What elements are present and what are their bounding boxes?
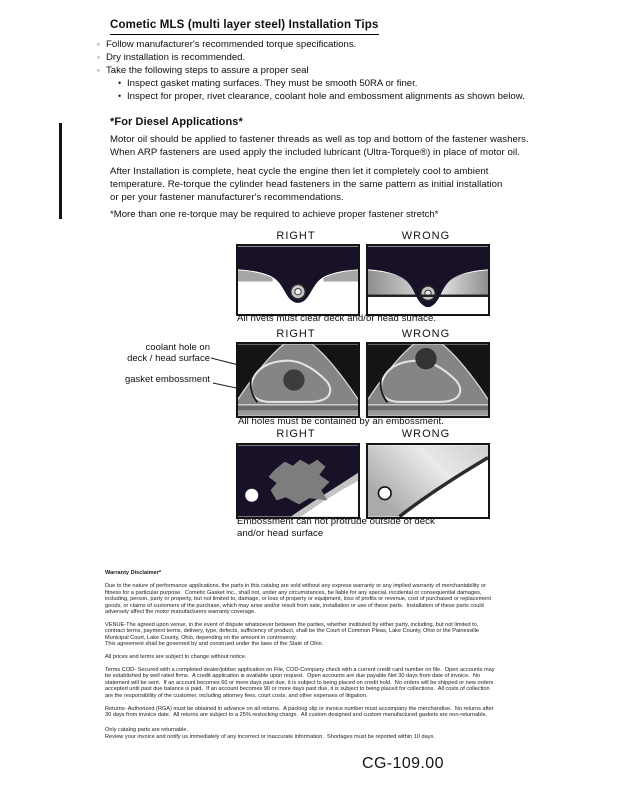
- page-title: Cometic MLS (multi layer steel) Installation Tips: [110, 19, 379, 35]
- paragraph-heat-cycle: After Installation is complete, heat cycle the engine then let it completely cool to ambient temperature. Re-torque the cylinder head fasteners in the same pattern as initial installation or per your fastener manufacturer's recommendations.: [110, 166, 503, 203]
- tip-item: [97, 38, 525, 51]
- diagram-embossment-wrong-panel: [366, 342, 490, 418]
- circle-bullet-icon: ◦: [97, 65, 101, 75]
- tip-sub-item: [118, 90, 525, 103]
- row1-caption: All rivets must clear deck and/or head surface.: [237, 313, 437, 324]
- warranty-paragraph: Due to the nature of performance applications, the parts in this catalog are sold without any express warranty or any implied warranty of merchantability or fitness for a particular purpose. Cometic Gasket Inc., shall not, under any circumstances, be liable for any special, incidental or consequential damages, including, person, party or property, but not limited to, damage, or loss of property or equipment, loss of profits or revenue, cost of purchased or replacement goods, or claims of customers of the purchase, which may arise and/or result from sale, installation or use of these parts. Installation of these parts could adversely affect the motor manufacturers warranty coverage.: [105, 583, 492, 616]
- row3-wrong-label: WRONG: [401, 428, 451, 440]
- tip-sub-item: [118, 77, 525, 90]
- row2-caption: All holes must be contained by an embossment.: [238, 416, 444, 427]
- paragraph-motor-oil: Motor oil should be applied to fastener threads as well as top and bottom of the fastener washers. When ARP fasteners are used apply the included lubricant (Ultra-Torque®) in place of motor oil.: [110, 134, 529, 158]
- catalog-returns-paragraph: Only catalog parts are returnable. Review your invoice and notify us immediately of any incorrect or inaccurate information. Shortages must be reported within 10 days.: [105, 727, 435, 740]
- row3-right-label: RIGHT: [276, 428, 316, 440]
- tip-item: [97, 64, 525, 77]
- diagram-rivet-wrong-panel: [366, 244, 490, 316]
- diagram-embossment-right-panel: [236, 342, 360, 418]
- warranty-disclaimer-heading: Warranty Disclaimer*: [105, 570, 162, 576]
- returns-paragraph: Returns- Authorized (RGA) must be obtained in advance on all returns. A packing slip or invoice number must accompany the merchandise. No returns after 30 days from invoice date. All returns are subject to a 25% restocking charge. All custom designed and custom manufactured gaskets are non-returnable.: [105, 705, 494, 718]
- prices-line: All prices and terms are subject to change without notice.: [105, 654, 247, 661]
- venue-paragraph: VENUE-The agreed upon venue, in the event of dispute whatsoever between the parties, whether instituted by either party, including, but not limited to, contract terms, payment terms, delivery, type, defects, sufficiency of product, shall be the Court of Common Pleas, Lake County, Ohio or the Painesville Municipal Court, Lake County, Ohio, depending on the amount in controversy. This agreement shall be governed by and construed under the laws of the State of Ohio.: [105, 621, 480, 648]
- tip-item: [97, 51, 525, 64]
- coolant-hole-label: coolant hole on deck / head surface: [127, 342, 210, 364]
- tip-text: Dry installation is recommended.: [106, 52, 246, 63]
- page-code: CG-109.00: [362, 755, 444, 772]
- dot-bullet-icon: •: [118, 91, 122, 101]
- margin-revision-bar: [59, 123, 62, 219]
- diagram-protrusion-right-panel: [236, 443, 360, 519]
- row2-wrong-label: WRONG: [401, 328, 451, 340]
- gasket-embossment-label: gasket embossment: [124, 374, 210, 385]
- installation-tips-list: [97, 38, 525, 103]
- terms-paragraph: Terms COD- Secured with a completed dealer/jobber application on File, COD-Company check with a current credit card number on file. Open accounts may be established by well rated firms. A credit application is available upon request. Open accounts are due payable Net 30 days from date of invoice. No statement will be sent. If an account becomes 60 or more days past due, it is subject to being placed on credit hold. No orders will be shipped or new orders accepted until past due balance is paid. If an account becomes 90 or more days past due, it is subject to being placed for collections. All costs of collection are the responsibility of the customer, including attorney fees, court costs, and other expenses of litigation.: [105, 666, 495, 699]
- row1-right-label: RIGHT: [276, 230, 316, 242]
- dot-bullet-icon: •: [118, 78, 122, 88]
- diagram-protrusion-wrong-panel: [366, 443, 490, 519]
- diesel-section-heading: *For Diesel Applications*: [110, 116, 243, 128]
- legal-block: [105, 570, 537, 747]
- circle-bullet-icon: ◦: [97, 52, 101, 62]
- note-retorque: *More than one re-torque may be required to achieve proper fastener stretch*: [110, 209, 439, 220]
- row2-right-label: RIGHT: [276, 328, 316, 340]
- diagram-rivet-right-panel: [236, 244, 360, 316]
- tip-text: Follow manufacturer's recommended torque specifications.: [106, 39, 357, 50]
- tip-text: Inspect gasket mating surfaces. They must be smooth 50RA or finer.: [127, 78, 418, 89]
- row3-caption: Embossment can not protrude outside of deck and/or head surface: [237, 516, 435, 539]
- row1-wrong-label: WRONG: [401, 230, 451, 242]
- tip-text: Inspect for proper, rivet clearance, coolant hole and embossment alignments as shown below.: [127, 91, 525, 102]
- circle-bullet-icon: ◦: [97, 39, 101, 49]
- tip-text: Take the following steps to assure a proper seal: [106, 65, 309, 76]
